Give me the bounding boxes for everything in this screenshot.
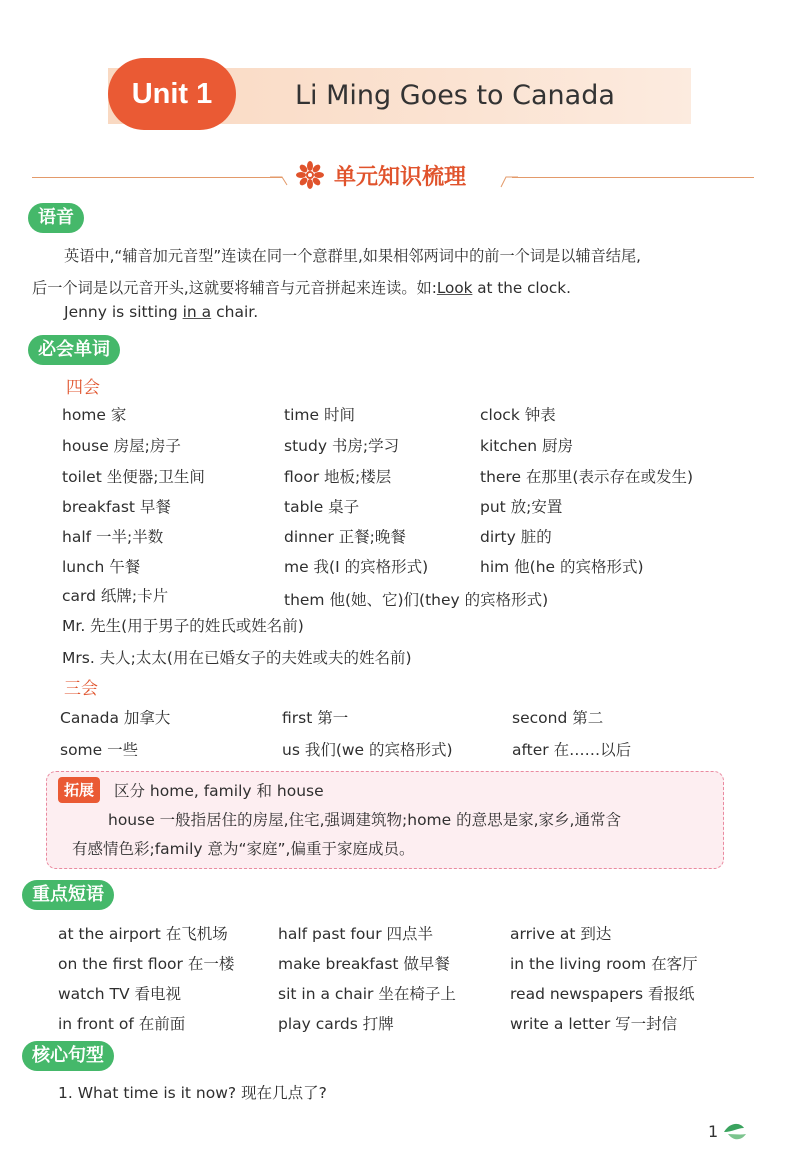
vocab-item: some 一些: [60, 741, 139, 759]
phrase-item: in front of 在前面: [58, 1015, 186, 1033]
extension-tag: 拓展: [58, 777, 100, 803]
divider-left: [32, 177, 282, 178]
unit-label: Unit 1: [108, 58, 236, 130]
phrase-item: read newspapers 看报纸: [510, 985, 695, 1003]
vocab-item: me 我(I 的宾格形式): [284, 558, 429, 576]
example-rest: at the clock.: [477, 279, 571, 297]
vocab-item: lunch 午餐: [62, 558, 141, 576]
phrases-label: 重点短语: [22, 880, 114, 910]
vocab-item: study 书房;学习: [284, 437, 400, 455]
vocabulary-label: 必会单词: [28, 335, 120, 365]
vocab-item: breakfast 早餐: [62, 498, 171, 516]
vocab-item: table 桌子: [284, 498, 360, 516]
vocab-item: kitchen 厨房: [480, 437, 573, 455]
leaf-icon: [722, 1120, 748, 1144]
page-number: 1: [708, 1122, 719, 1141]
vocab-item: us 我们(we 的宾格形式): [282, 741, 453, 759]
example-sentence-a: Jenny is sitting: [64, 303, 183, 321]
phrase-item: at the airport 在飞机场: [58, 925, 228, 943]
four-skills-label: 四会: [66, 378, 100, 398]
pronunciation-label: 语音: [28, 203, 84, 233]
phrase-item: watch TV 看电视: [58, 985, 182, 1003]
vocab-item: first 第一: [282, 709, 349, 727]
phrase-item: make breakfast 做早餐: [278, 955, 450, 973]
three-skills-label: 三会: [64, 679, 98, 699]
extension-line-1: house 一般指居住的房屋,住宅,强调建筑物;home 的意思是家,家乡,通常含: [108, 811, 621, 829]
pronunciation-line-1: 英语中,“辅音加元音型”连读在同一个意群里,如果相邻两词中的前一个词是以辅音结尾,: [64, 247, 641, 265]
sentences-label: 核心句型: [22, 1041, 114, 1071]
vocab-item: toilet 坐便器;卫生间: [62, 468, 205, 486]
vocab-card: card 纸牌;卡片: [62, 587, 169, 605]
phrase-item: write a letter 写一封信: [510, 1015, 678, 1033]
divider-left-hook: [270, 176, 288, 186]
vocab-item: house 房屋;房子: [62, 437, 181, 455]
vocab-item: after 在……以后: [512, 741, 632, 759]
extension-title: 区分 home, family 和 house: [114, 782, 324, 800]
section-heading: 单元知识梳理: [334, 165, 467, 190]
vocab-them: them 他(她、它)们(they 的宾格形式): [284, 591, 549, 609]
vocab-item: dinner 正餐;晚餐: [284, 528, 406, 546]
divider-right: [512, 177, 754, 178]
vocab-item: home 家: [62, 406, 127, 424]
vocab-item: put 放;安置: [480, 498, 563, 516]
sentence-item-1: 1. What time is it now? 现在几点了?: [58, 1084, 327, 1102]
extension-line-2: 有感情色彩;family 意为“家庭”,偏重于家庭成员。: [72, 840, 415, 858]
phrase-item: sit in a chair 坐在椅子上: [278, 985, 456, 1003]
unit-title: Li Ming Goes to Canada: [295, 80, 615, 111]
example-sentence-c: chair.: [211, 303, 259, 321]
pronunciation-line-2: [32, 277, 571, 298]
example-link-look: Look: [436, 279, 473, 297]
vocab-item: him 他(he 的宾格形式): [480, 558, 644, 576]
vocab-item: second 第二: [512, 709, 604, 727]
flower-icon: [296, 161, 324, 189]
vocab-item: there 在那里(表示存在或发生): [480, 468, 694, 486]
vocab-item: half 一半;半数: [62, 528, 164, 546]
vocab-mrs: Mrs. 夫人;太太(用在已婚女子的夫姓或夫的姓名前): [62, 649, 412, 667]
phrase-item: arrive at 到达: [510, 925, 612, 943]
vocab-item: dirty 脏的: [480, 528, 552, 546]
vocab-item: time 时间: [284, 406, 355, 424]
pronunciation-line-3: [64, 303, 258, 321]
pronunciation-line-2-text: 后一个词是以元音开头,这就要将辅音与元音拼起来连读。如:: [32, 279, 437, 297]
phrase-item: in the living room 在客厅: [510, 955, 698, 973]
phrase-item: on the first floor 在一楼: [58, 955, 235, 973]
vocab-item: clock 钟表: [480, 406, 556, 424]
vocab-mr: Mr. 先生(用于男子的姓氏或姓名前): [62, 617, 304, 635]
phrase-item: play cards 打牌: [278, 1015, 394, 1033]
vocab-item: floor 地板;楼层: [284, 468, 392, 486]
vocab-item: Canada 加拿大: [60, 709, 171, 727]
example-link-in-a: in a: [182, 303, 212, 321]
phrase-item: half past four 四点半: [278, 925, 433, 943]
